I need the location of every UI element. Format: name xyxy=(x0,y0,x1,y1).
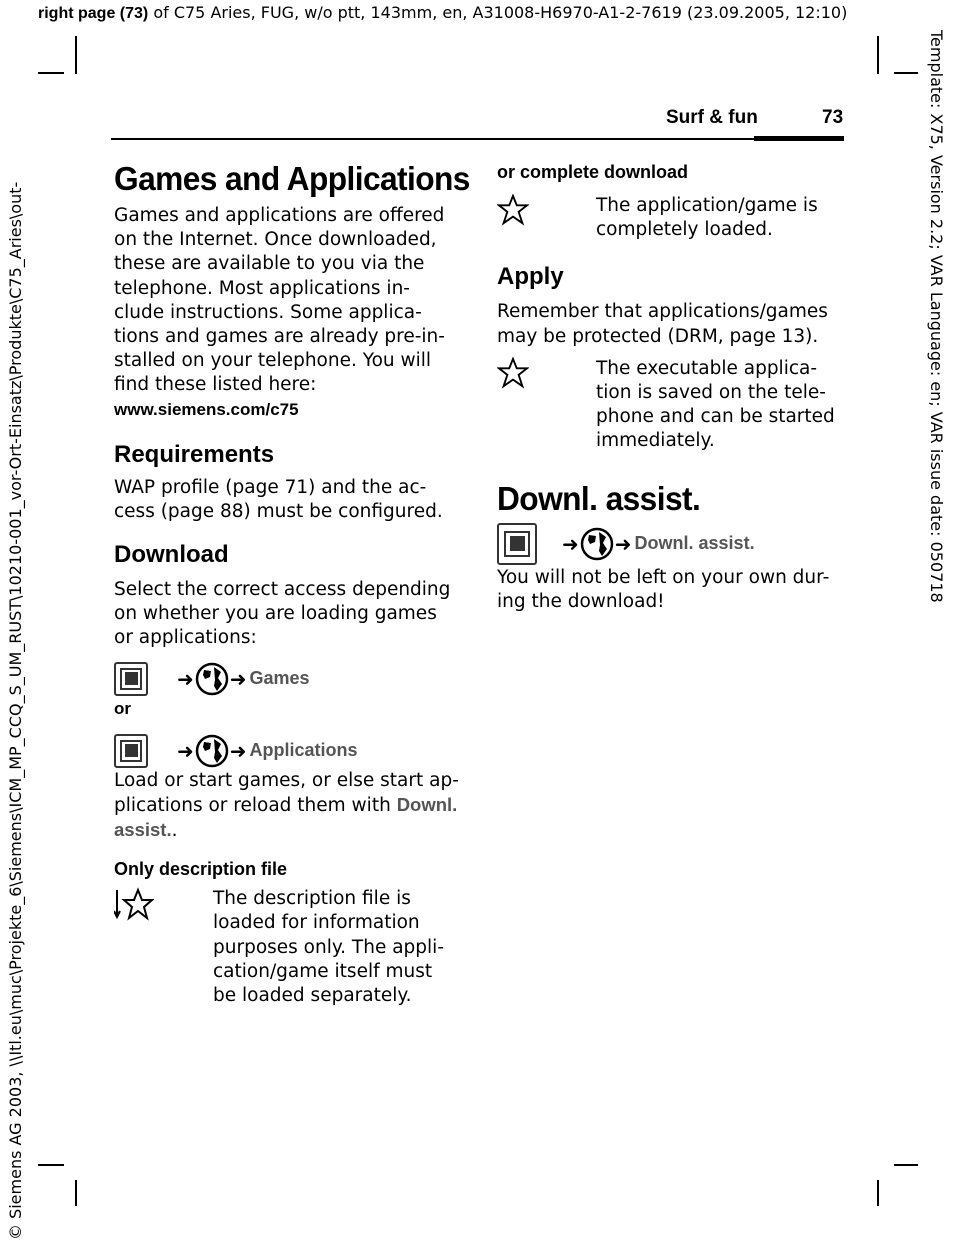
menu-key-icon xyxy=(114,662,148,696)
apply-heading: Apply xyxy=(497,263,564,291)
download-heading: Download xyxy=(114,541,229,569)
load-text-b: . xyxy=(171,820,178,842)
complete-download-text: The application/game is completely loaded. xyxy=(596,195,818,241)
left-column xyxy=(114,158,470,1008)
header-rule-thick xyxy=(754,136,844,141)
apply-text: Remember that applications/games may be protected (DRM, page 13). xyxy=(497,301,828,347)
star-outline-icon xyxy=(497,357,529,389)
menu-key-icon xyxy=(114,734,148,768)
internet-globe-icon xyxy=(195,662,229,696)
internet-globe-icon xyxy=(580,527,614,561)
crop-mark xyxy=(75,36,77,74)
arrow-right-icon: ➜ xyxy=(614,531,632,556)
print-header-rest: of C75 Aries, FUG, w/o ptt, 143mm, en, A31008-H6970-A1-2-7619 (23.09.2005, 12:10) xyxy=(148,3,848,22)
section-heading-downl-assist: Downl. assist. xyxy=(497,479,701,517)
crop-mark xyxy=(75,1180,77,1206)
running-header-title: Surf & fun xyxy=(666,107,758,128)
requirements-text: WAP profile (page 71) and the ac-cess (page 88) must be configured. xyxy=(114,476,443,522)
download-text: Select the correct access depending on whether you are loading games or applications: xyxy=(114,579,451,649)
internet-globe-icon xyxy=(195,734,229,768)
crop-mark xyxy=(877,36,879,74)
crop-mark xyxy=(38,1164,64,1166)
arrow-right-icon: ➜ xyxy=(562,531,579,556)
crop-mark xyxy=(877,1180,879,1206)
menu-item-applications: Applications xyxy=(249,740,358,761)
complete-download-heading: or complete download xyxy=(497,162,689,182)
load-text-a: Load or start games, or else start ap-plications or reload them with xyxy=(114,769,459,816)
downl-assist-text: You will not be left on your own dur-ing the download! xyxy=(497,566,830,612)
crop-mark xyxy=(894,72,918,74)
header-rule xyxy=(111,138,754,140)
menu-item-downl-assist: Downl. assist. xyxy=(634,533,755,554)
arrow-right-icon: ➜ xyxy=(229,738,247,763)
menu-path-downl-assist xyxy=(497,522,843,566)
page-number: 73 xyxy=(822,107,844,128)
arrow-right-icon: ➜ xyxy=(229,666,247,691)
arrow-right-icon: ➜ xyxy=(177,738,194,763)
apply-def-text: The executable applica-tion is saved on the tele-phone and can be started immediately. xyxy=(596,357,835,452)
menu-key-icon xyxy=(497,523,537,565)
menu-path-games xyxy=(114,659,459,699)
apply-row xyxy=(497,357,843,454)
menu-item-games: Games xyxy=(249,668,310,689)
right-column xyxy=(497,160,843,614)
only-description-heading: Only description file xyxy=(114,859,288,880)
only-description-row xyxy=(114,887,459,1008)
print-header xyxy=(38,3,847,23)
crop-mark xyxy=(894,1164,918,1166)
menu-path-applications xyxy=(114,731,459,771)
requirements-heading: Requirements xyxy=(114,440,275,468)
section-heading-games: Games and Applications xyxy=(114,160,470,197)
softkey-downl-assist: Downl. assist. xyxy=(114,793,458,841)
siemens-url: www.siemens.com/c75 xyxy=(114,399,299,419)
crop-mark xyxy=(38,72,64,74)
template-info: Template: X75, Version 2.2; VAR Language: en; VAR issue date: 050718 xyxy=(927,30,946,603)
star-download-icon xyxy=(114,887,154,921)
copyright-path: © Siemens AG 2003, \\Itl.eu\muc\Projekte_6\Siemens\ICM_MP_CCQ_S_UM_RUST\10210-001_vor-Ort-Einsatz\Produkte\C75_Aries\out- xyxy=(6,181,25,1240)
arrow-right-icon: ➜ xyxy=(177,666,194,691)
star-outline-icon xyxy=(497,194,529,226)
print-header-bold: right page (73) xyxy=(38,5,149,22)
only-description-text: The description file is loaded for information purposes only. The appli-cation/game itself must be loaded separately. xyxy=(213,888,444,1007)
load-text xyxy=(114,769,459,844)
complete-download-row xyxy=(497,194,843,242)
or-label: or xyxy=(114,698,131,718)
intro-paragraph: Games and applications are offered on the Internet. Once downloaded, these are available to you via the telephone. Most applications in-clude instructions. Some applica-tions and games are already pre-in-stalled on your telephone. You will find these listed here: xyxy=(114,205,445,396)
